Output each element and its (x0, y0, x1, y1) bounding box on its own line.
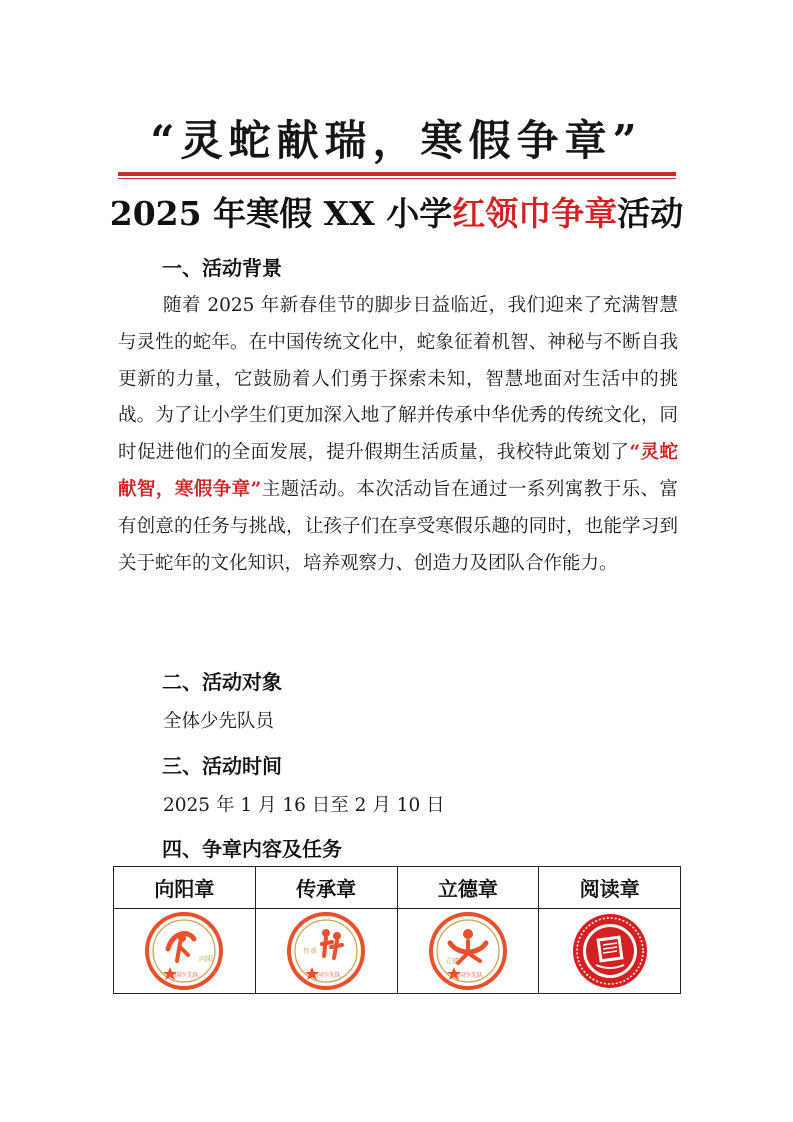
chuancheng-badge-icon (286, 911, 366, 991)
badge-inner-text: 向阳 (199, 955, 214, 963)
badge-image-cell (397, 909, 539, 994)
time-text: 2025 年 1 月 16 日至 2 月 10 日 (163, 795, 445, 816)
title-divider (118, 172, 676, 176)
section-heading-time: 三、活动时间 (162, 754, 282, 778)
xiangyang-badge-icon (144, 911, 224, 991)
badge-image-cell (114, 909, 256, 994)
badge-bottom-text: 中国少先队 (452, 972, 483, 979)
yuedu-badge-icon (570, 911, 650, 991)
sub-title-prefix: 2025 年寒假 XX 小学 (109, 194, 453, 233)
section-heading-content: 四、争章内容及任务 (162, 837, 342, 861)
badge-name-cell: 向阳章 (114, 867, 256, 909)
badge-table-header-row (114, 867, 681, 909)
title-divider-thin (118, 178, 676, 179)
main-title: “灵蛇献瑞，寒假争章” (150, 116, 643, 165)
badge-inner-text: 传承 (303, 947, 318, 955)
sub-title-highlight: 红领巾争章 (452, 194, 618, 233)
badge-table (113, 866, 681, 994)
badge-table-image-row (114, 909, 681, 994)
background-paragraph (118, 288, 678, 582)
badge-name-cell: 传承章 (255, 867, 397, 909)
badge-image-cell (539, 909, 681, 994)
badge-name-cell: 立德章 (397, 867, 539, 909)
background-text-after: 主题活动。本次活动旨在通过一系列寓教于乐、富有创意的任务与挑战，让孩子们在享受寒假乐趣的同时，也能学习到关于蛇年的文化知识，培养观察力、创造力及团队合作能力。 (118, 478, 678, 574)
target-text: 全体少先队员 (163, 711, 275, 732)
background-highlight: “灵蛇献智，寒假争章” (118, 442, 678, 500)
background-text-before: 随着 2025 年新春佳节的脚步日益临近，我们迎来了充满智慧与灵性的蛇年。在中国传统文化中，蛇象征着机智、神秘与不断自我更新的力量，它鼓励着人们勇于探索未知，智慧地面对生活中的挑战。为了让小学生们更加深入地了解并传承中华优秀的传统文化，同时促进他们的全面发展，提升假期生活质量，我校特此策划了 (118, 295, 678, 464)
badge-bottom-text: 中国少先队 (169, 972, 200, 979)
badge-image-cell (255, 909, 397, 994)
badge-bottom-text: 中国少先队 (311, 972, 342, 979)
lide-badge-icon (428, 911, 508, 991)
sub-title-suffix: 活动 (617, 194, 684, 233)
section-heading-target: 二、活动对象 (162, 670, 282, 694)
badge-inner-text: 立德 (444, 957, 459, 965)
section-heading-background: 一、活动背景 (162, 256, 282, 280)
badge-name-cell: 阅读章 (539, 867, 681, 909)
sub-title (0, 188, 793, 235)
